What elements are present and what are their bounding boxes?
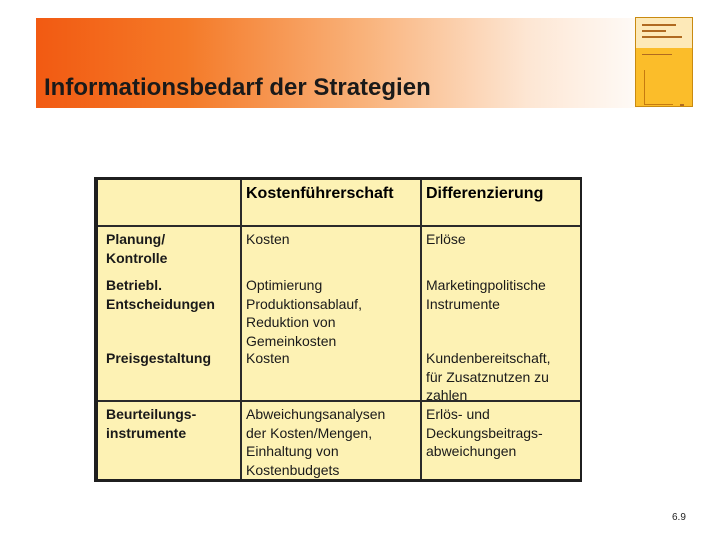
page-number: 6.9 (672, 512, 686, 523)
book-cover-image (635, 17, 693, 107)
row-label: Beurteilungs- instrumente (106, 406, 197, 441)
book-cover-line (642, 54, 672, 55)
column-header: Differenzierung (426, 185, 544, 202)
table-cell: Kosten (246, 350, 290, 366)
book-cover-line (642, 36, 682, 38)
row-label: Preisgestaltung (106, 350, 212, 366)
table-cell: Kundenbereitschaft, für Zusatznutzen zu zahlen (426, 350, 551, 403)
column-header: Kostenführerschaft (246, 185, 394, 202)
book-cover-graphic (644, 70, 673, 105)
table-divider (98, 225, 580, 227)
book-cover-top (636, 18, 692, 48)
row-label: Planung/ Kontrolle (106, 231, 168, 266)
slide-title: Informationsbedarf der Strategien (44, 74, 431, 101)
table-cell: Erlös- und Deckungsbeitrags- abweichungen (426, 406, 543, 459)
table-cell: Abweichungsanalysen der Kosten/Mengen, Einhaltung von Kostenbudgets (246, 406, 386, 478)
strategy-table (98, 180, 580, 479)
book-cover-line (642, 30, 666, 32)
book-cover-line (642, 24, 676, 26)
row-label: Betriebl. Entscheidungen (106, 277, 215, 312)
table-cell: Erlöse (426, 231, 466, 247)
table-cell: Marketingpolitische Instrumente (426, 277, 546, 312)
table-cell: Kosten (246, 231, 290, 247)
book-cover-mark (680, 104, 684, 106)
table-cell: Optimierung Produktionsablauf, Reduktion von Gemeinkosten (246, 277, 362, 349)
